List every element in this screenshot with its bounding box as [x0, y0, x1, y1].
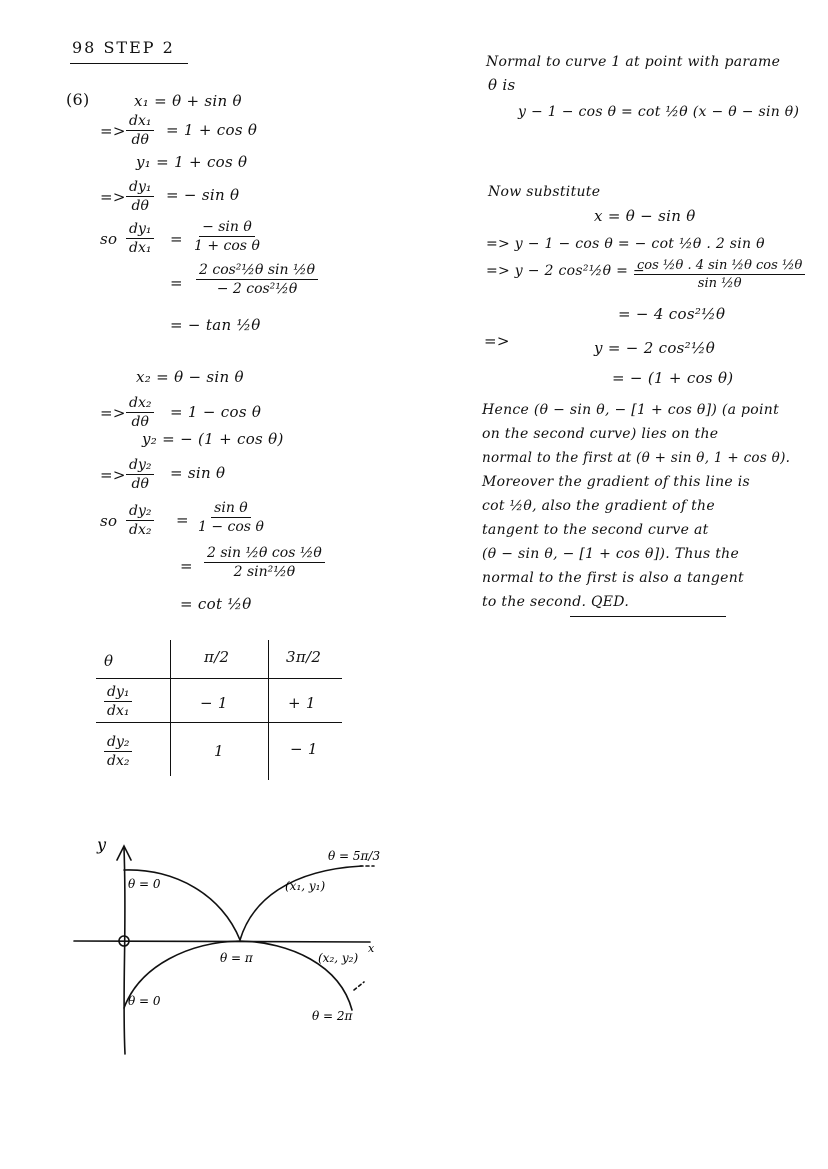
- sub-result-simplified: = − (1 + cos θ): [612, 369, 734, 387]
- eq-cot: = cot ½θ: [180, 595, 252, 613]
- conclusion-line: cot ½θ, also the gradient of the: [482, 498, 715, 514]
- derivative-dx2-dtheta: $\frac{\text{dx₂}}{d\theta}$: [126, 395, 154, 430]
- implies-arrow: =>: [484, 332, 510, 350]
- y-axis-label: y: [97, 835, 107, 854]
- table-head-theta: θ: [104, 652, 114, 670]
- table-col-pi-over-2: π/2: [204, 648, 230, 666]
- derivative-dx1-dtheta: $\frac{\text{dx₁}}{d\theta}$: [126, 113, 154, 148]
- label-point-1: (x₁, y₁): [285, 879, 326, 893]
- equals-sign: =: [176, 511, 189, 529]
- normal-intro-line1: Normal to curve 1 at point with parame: [486, 54, 781, 70]
- label-theta-0-top: θ = 0: [128, 877, 161, 891]
- fraction-gradient1-simplified: $\frac{\text{2 cos²½θ sin ½θ}}{\text{− 2 cos²½θ}}$: [196, 262, 318, 297]
- table-cell: − 1: [290, 740, 318, 758]
- so-label: so: [100, 230, 118, 248]
- label-theta-pi: θ = π: [220, 951, 253, 965]
- label-point-2: (x₂, y₂): [318, 951, 359, 965]
- so-label: so: [100, 512, 118, 530]
- normal-intro-line2: θ is: [488, 76, 516, 94]
- implies-arrow: =>: [100, 122, 126, 140]
- conclusion-line: normal to the first is also a tangent: [482, 570, 744, 586]
- fraction-gradient2-simplified: $\frac{\text{2 sin ½θ cos ½θ}}{\text{2 sin²½θ}}$: [204, 545, 325, 580]
- curve-2-dash: [354, 982, 364, 990]
- page-title: 98 STEP 2: [72, 38, 175, 57]
- x-axis-label: x: [368, 942, 375, 955]
- derivative-dy2-dtheta: $\frac{\text{dy₂}}{d\theta}$: [126, 457, 154, 492]
- sub-step-2: => y − 2 cos²½θ = −: [486, 263, 645, 279]
- table-cell: 1: [214, 742, 224, 760]
- sub-step-3: = − 4 cos²½θ: [618, 305, 726, 323]
- y-axis: [124, 848, 125, 1054]
- eq-x2: x₂ = θ − sin θ: [136, 368, 244, 386]
- equals-sign: =: [170, 230, 183, 248]
- conclusion-line: Hence (θ − sin θ, − [1 + cos θ]) (a point: [482, 402, 780, 418]
- conclusion-line: normal to the first at (θ + sin θ, 1 + cos θ).: [482, 450, 791, 466]
- implies-arrow: =>: [100, 188, 126, 206]
- derivative-dy1-dtheta: $\frac{\text{dy₁}}{d\theta}$: [126, 179, 154, 214]
- fraction-gradient1: $\frac{\text{− sin θ}}{\text{1 + cos θ}}$: [194, 219, 260, 254]
- question-label: (6): [66, 90, 90, 109]
- derivative-dy1-dx1: $\frac{\text{dy₁}}{\text{dx₁}}$: [126, 221, 154, 256]
- conclusion-line: on the second curve) lies on the: [482, 426, 719, 442]
- eq-dx1: = 1 + cos θ: [166, 121, 258, 139]
- eq-x1: x₁ = θ + sin θ: [134, 92, 242, 110]
- eq-dy1: = − sin θ: [166, 186, 240, 204]
- implies-arrow: =>: [100, 466, 126, 484]
- conclusion-line: (θ − sin θ, − [1 + cos θ]). Thus the: [482, 546, 740, 562]
- conclusion-line: to the second. QED.: [482, 594, 630, 610]
- conclusion-line: Moreover the gradient of this line is: [482, 474, 750, 490]
- eq-dx2: = 1 − cos θ: [170, 403, 262, 421]
- sub-step-2-fraction: $\frac{\text{cos ½θ . 4 sin ½θ cos ½θ}}{\text{sin ½θ}}$: [634, 258, 805, 291]
- table-col-3pi-over-2: 3π/2: [286, 648, 322, 666]
- eq-y2: y₂ = − (1 + cos θ): [142, 430, 284, 448]
- fraction-gradient2: $\frac{\text{sin θ}}{\text{1 − cos θ}}$: [198, 500, 264, 535]
- eq-dy2: = sin θ: [170, 464, 226, 482]
- derivative-dy2-dx2: $\frac{\text{dy₂}}{\text{dx₂}}$: [126, 503, 154, 538]
- eq-tan: = − tan ½θ: [170, 316, 261, 334]
- table-row-label-dy2dx2: $\frac{\text{dy₂}}{\text{dx₂}}$: [104, 734, 132, 769]
- label-theta-2pi: θ = 2π: [312, 1009, 353, 1023]
- eq-y1: y₁ = 1 + cos θ: [136, 153, 248, 171]
- substitute-heading: Now substitute: [488, 184, 601, 200]
- table-cell: − 1: [200, 694, 228, 712]
- implies-arrow: =>: [100, 404, 126, 422]
- equals-sign: =: [180, 557, 193, 575]
- conclusion-line: tangent to the second curve at: [482, 522, 709, 538]
- label-theta-5pi-3: θ = 5π/3: [328, 849, 381, 863]
- label-theta-0-bottom: θ = 0: [128, 994, 161, 1008]
- sub-x: x = θ − sin θ: [594, 207, 696, 225]
- sub-step-1: => y − 1 − cos θ = − cot ½θ . 2 sin θ: [486, 236, 765, 252]
- normal-equation: y − 1 − cos θ = cot ½θ (x − θ − sin θ): [518, 104, 800, 120]
- table-cell: + 1: [288, 694, 316, 712]
- sub-result-y: y = − 2 cos²½θ: [594, 339, 716, 357]
- equals-sign: =: [170, 274, 183, 292]
- end-rule: [570, 616, 726, 617]
- table-row-label-dy1dx1: $\frac{\text{dy₁}}{\text{dx₁}}$: [104, 684, 132, 719]
